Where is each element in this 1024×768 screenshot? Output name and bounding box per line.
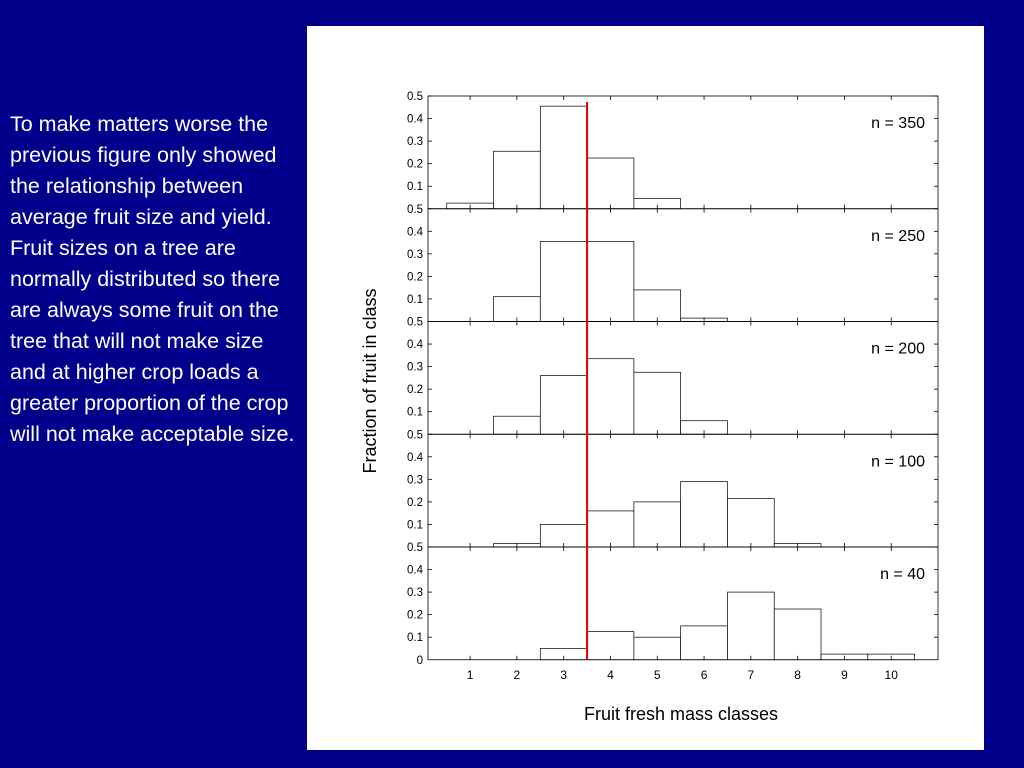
- series-label: n = 200: [871, 340, 925, 358]
- x-tick-label: 7: [747, 667, 755, 682]
- y-tick-label: 0.2: [407, 496, 423, 509]
- y-tick-label: 0.2: [407, 271, 423, 284]
- y-tick-label: 0.3: [407, 587, 423, 600]
- series-label: n = 250: [871, 227, 925, 245]
- histogram-bar: [727, 499, 774, 547]
- y-tick-label: 0.4: [407, 451, 423, 464]
- y-tick-label: 0.2: [407, 609, 423, 622]
- histogram-bar: [634, 290, 681, 322]
- y-tick-label: 0.4: [407, 564, 423, 577]
- histogram-bar: [587, 241, 634, 321]
- y-tick-label: 0.5: [407, 542, 423, 554]
- y-tick-label: 0.4: [407, 113, 423, 126]
- y-tick-label: 0.1: [407, 293, 423, 306]
- y-tick-label: 0.5: [407, 203, 423, 216]
- histogram-bar: [587, 158, 634, 209]
- histogram-bar: [494, 151, 541, 209]
- histogram-bar: [540, 241, 587, 321]
- y-tick-label: 0.4: [407, 226, 423, 239]
- histogram-bar: [681, 482, 728, 547]
- x-tick-label: 3: [560, 667, 568, 682]
- histogram-bar: [540, 376, 587, 435]
- x-tick-label: 1: [466, 667, 474, 682]
- y-tick-label: 0.3: [407, 361, 423, 374]
- x-tick-label: 10: [884, 667, 898, 682]
- x-tick-label: 8: [794, 667, 801, 682]
- y-tick-label: 0.2: [407, 384, 423, 397]
- histogram-bar: [774, 609, 821, 660]
- y-tick-label: 0.3: [407, 136, 423, 149]
- series-label: n = 100: [871, 453, 925, 471]
- histogram-bar: [540, 106, 587, 209]
- x-tick-label: 2: [513, 667, 521, 682]
- histogram-bar: [681, 626, 728, 660]
- x-tick-label: 4: [607, 667, 614, 682]
- y-tick-label: 0.1: [407, 632, 423, 645]
- x-tick-label: 5: [653, 667, 661, 682]
- x-axis-label: Fruit fresh mass classes: [583, 704, 779, 724]
- series-label: n = 40: [880, 566, 925, 583]
- y-tick-label: 0.2: [407, 158, 423, 171]
- histogram-bar: [587, 359, 634, 435]
- y-tick-label: 0.1: [407, 519, 423, 532]
- y-tick-label: 0.5: [407, 429, 423, 442]
- figure-panel: [307, 26, 984, 750]
- series-label: n = 350: [871, 115, 925, 132]
- histogram-bar: [727, 592, 774, 660]
- x-tick-label: 6: [700, 667, 708, 682]
- histogram-bar: [587, 632, 634, 660]
- histogram-bar: [634, 372, 681, 434]
- y-tick-label: 0.1: [407, 181, 423, 194]
- histogram-bar: [634, 502, 681, 547]
- y-tick-label: 0.3: [407, 248, 423, 261]
- y-tick-label: 0.3: [407, 474, 423, 487]
- y-tick-label: 0.4: [407, 339, 423, 352]
- y-tick-label: 0.5: [407, 316, 423, 329]
- y-axis-label: Fraction of fruit in class: [360, 288, 380, 474]
- x-tick-label: 9: [841, 667, 848, 682]
- histogram-panel-chart: [307, 26, 984, 750]
- y-tick-label: 0.5: [407, 91, 423, 103]
- slide-caption: To make matters worse the previous figure only showed the relationship between average fruit size and yield. Fruit sizes on a tree are normally distributed so there are always some fruit on the tree that will not make size and at higher crop loads a greater proportion of the crop will not make acceptable size.: [10, 112, 295, 446]
- y-tick-label: 0: [416, 654, 423, 667]
- histogram-bar: [587, 511, 634, 547]
- y-tick-label: 0.1: [407, 406, 423, 419]
